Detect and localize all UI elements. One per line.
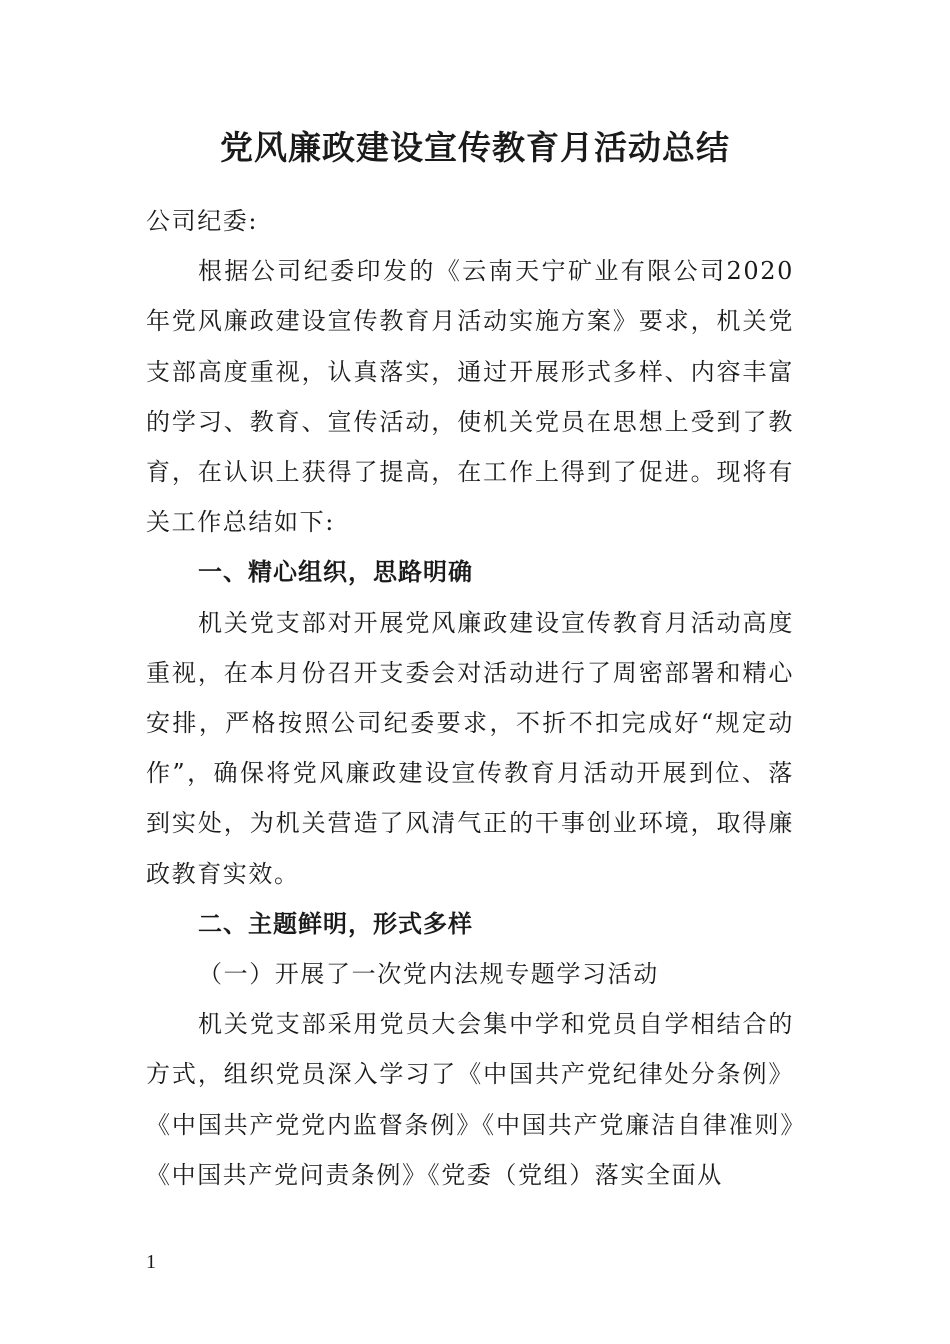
document-title: 党风廉政建设宣传教育月活动总结 [220,128,730,167]
subsection-heading-1: （一）开展了一次党内法规专题学习活动 [198,960,659,989]
section-heading-1: 一、精心组织，思路明确 [198,558,473,587]
section-heading-2: 二、主题鲜明，形式多样 [198,909,473,938]
salutation: 公司纪委: [146,207,259,235]
paragraph-intro: 根据公司纪委印发的《云南天宁矿业有限公司2020年党风廉政建设宣传教育月活动实施方案》要求，机关党支部高度重视，认真落实，通过开展形式多样、内容丰富的学习、教育、宣传活动，使机关党员在思想上受到了教育，在认识上获得了提高，在工作上得到了促进。现将有关工作总结如下: [146,257,794,537]
document-body [146,196,794,1200]
paragraph-section-1: 机关党支部对开展党风廉政建设宣传教育月活动高度重视，在本月份召开支委会对活动进行了周密部署和精心安排，严格按照公司纪委要求，不折不扣完成好“规定动作”，确保将党风廉政建设宣传教育月活动开展到位、落到实处，为机关营造了风清气正的干事创业环境，取得廉政教育实效。 [146,608,794,888]
page-number: 1 [146,1251,156,1273]
paragraph-subsection-1: 机关党支部采用党员大会集中学和党员自学相结合的方式，组织党员深入学习了《中国共产党纪律处分条例》《中国共产党党内监督条例》《中国共产党廉洁自律准则》《中国共产党问责条例》《党委（党组）落实全面从 [146,1010,794,1189]
